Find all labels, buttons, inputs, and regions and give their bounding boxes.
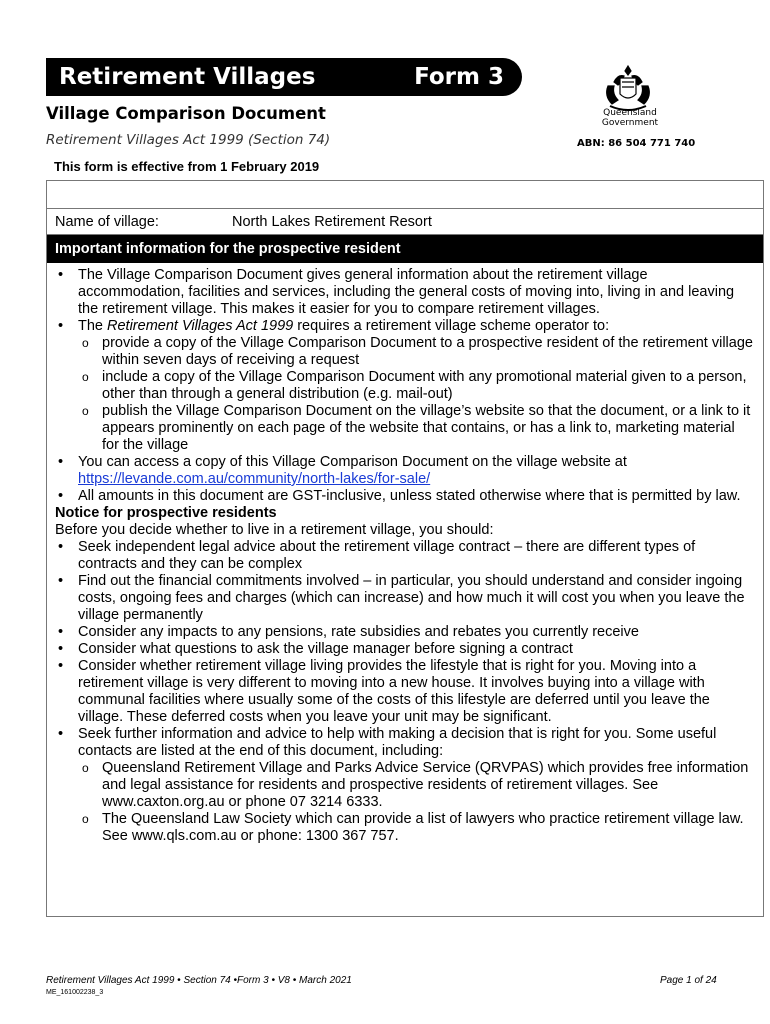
gov-line-2: Government	[601, 118, 659, 128]
village-name-label: Name of village:	[55, 213, 159, 230]
form-number: Form 3	[414, 64, 504, 90]
doc-title: Retirement Villages	[59, 64, 316, 90]
abn-number: ABN: 86 504 771 740	[577, 138, 696, 149]
list-item: • Seek independent legal advice about the retirement village contract – there are different types of contracts and they can be complex	[55, 539, 755, 573]
village-name-row	[47, 209, 763, 235]
list-item: • Consider whether retirement village living provides the lifestyle that is right for you. Moving into a retirement village is very different to moving into a new house. It involves buying into a village with communal facilities where usually some of the costs of this lifestyle are deferred until you leave the village. These deferred costs when you leave your unit may be significant.	[55, 658, 755, 726]
text: You can access a copy of this Village Comparison Document on the village website at	[78, 454, 627, 470]
section-heading: Important information for the prospective resident	[47, 235, 763, 263]
footer-code: ME_161002238_3	[46, 989, 104, 996]
doc-subtitle: Village Comparison Document	[46, 104, 326, 123]
text: The	[78, 318, 108, 334]
village-name-value: North Lakes Retirement Resort	[232, 213, 432, 230]
queensland-government-wordmark	[600, 108, 660, 128]
list-item	[55, 318, 755, 335]
list-item	[55, 454, 755, 488]
list-item: • All amounts in this document are GST-inclusive, unless stated otherwise where that is permitted by law.	[55, 488, 755, 505]
form-box	[46, 180, 764, 917]
sub-list-item: o The Queensland Law Society which can provide a list of lawyers who practice retirement village law. See www.qls.com.au or phone: 1300 367 757.	[55, 811, 755, 845]
footer-reference: Retirement Villages Act 1999 • Section 74 •Form 3 • V8 • March 2021	[46, 975, 352, 986]
notice-heading: Notice for prospective residents	[55, 505, 277, 521]
content-body	[47, 263, 763, 845]
sub-list-item: o provide a copy of the Village Comparison Document to a prospective resident of the retirement village within seven days of receiving a request	[55, 335, 755, 369]
act-name: Retirement Villages Act 1999	[107, 318, 294, 334]
list-item: • Consider what questions to ask the village manager before signing a contract	[55, 641, 755, 658]
list-item: • Find out the financial commitments involved – in particular, you should understand and consider ingoing costs, ongoing fees and charges (which can increase) and how much it will cost you when you leave the village permanently	[55, 573, 755, 624]
title-banner	[46, 58, 522, 96]
notice-intro: Before you decide whether to live in a retirement village, you should:	[55, 522, 494, 538]
text: requires a retirement village scheme operator to:	[293, 318, 610, 334]
sub-list-item: o publish the Village Comparison Document on the village’s website so that the document, or a link to it appears prominently on each page of the website that contains, or has a link to, marketing material for the village	[55, 403, 755, 454]
effective-date: This form is effective from 1 February 2019	[54, 159, 320, 174]
list-item: • Seek further information and advice to help with making a decision that is right for you. Some useful contacts are listed at the end of this document, including:	[55, 726, 755, 760]
list-item: • The Village Comparison Document gives general information about the retirement village accommodation, facilities and services, including the general costs of moving into, living in and leaving the retirement village. This makes it easier for you to compare retirement villages.	[55, 267, 755, 318]
sub-list-item: o Queensland Retirement Village and Parks Advice Service (QRVPAS) which provides free information and legal assistance for residents and prospective residents of retirement villages. See www.caxton.org.au or phone 07 3214 6333.	[55, 760, 755, 811]
sub-list-item: o include a copy of the Village Comparison Document with any promotional material given to a person, other than through a general distribution (e.g. mail-out)	[55, 369, 755, 403]
list-item: • Consider any impacts to any pensions, rate subsidies and rebates you currently receive	[55, 624, 755, 641]
gov-line-1: Queensland	[603, 108, 657, 118]
act-reference: Retirement Villages Act 1999 (Section 74)	[46, 132, 331, 148]
blank-row	[47, 181, 763, 209]
village-website-link[interactable]: https://levande.com.au/community/north-lakes/for-sale/	[78, 471, 431, 487]
page-number: Page 1 of 24	[660, 975, 717, 986]
